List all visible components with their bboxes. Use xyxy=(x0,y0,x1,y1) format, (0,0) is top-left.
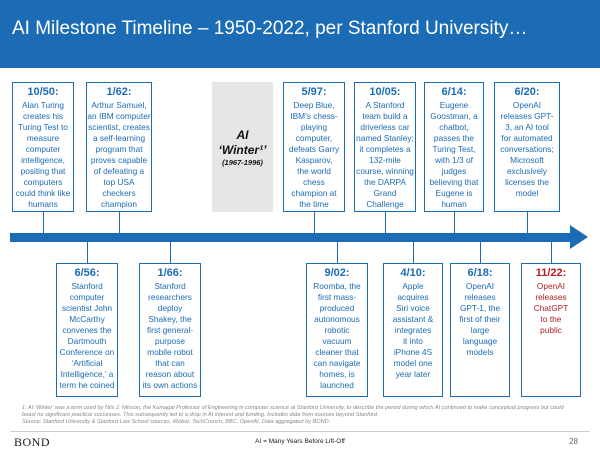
event-date: 11/22: xyxy=(535,267,567,279)
event-description: Arthur Samuel, an IBM computer scientist, creates a self-learning program that proves capable of defeating a top USA checkers champion xyxy=(87,100,151,209)
event-description: Stanford computer scientist John McCarthy convenes the Dartmouth Conference on ‘Artificial Intelligence,’ a term he coined xyxy=(59,281,115,390)
connector-line xyxy=(170,242,171,263)
page-number: 28 xyxy=(569,437,578,446)
event-date: 6/18: xyxy=(467,267,493,279)
event-date: 5/97: xyxy=(301,86,327,98)
event-date: 9/02: xyxy=(324,267,350,279)
event-description: A Stanford team build a driverless car named Stanley; it completes a 132-mile course, winning the DARPA Grand Challenge xyxy=(356,100,414,209)
event-date: 10/50: xyxy=(27,86,59,98)
event-description: Eugene Goostman, a chatbot, passes the Turing Test, with 1/3 of judges believing that Eugene is human xyxy=(429,100,479,209)
event-card-1-66 xyxy=(139,263,201,397)
event-card-5-97 xyxy=(283,82,345,212)
title-bar xyxy=(0,0,600,68)
event-description: Alan Turing creates his Turing Test to measure computer intelligence, positing that computers could think like humans xyxy=(15,100,71,209)
event-description: OpenAI releases GPT- 3, an AI tool for automated conversations; Microsoft exclusively licenses the model xyxy=(500,100,554,198)
event-date: 4/10: xyxy=(400,267,426,279)
event-description: Stanford researchers deploy Shakey, the first general- purpose mobile robot that can reason about its own actions xyxy=(142,281,198,390)
event-card-6-14 xyxy=(424,82,484,212)
event-card-4-10 xyxy=(383,263,443,397)
connector-line xyxy=(551,242,552,263)
event-date: 6/14: xyxy=(441,86,467,98)
connector-line xyxy=(385,212,386,233)
connector-line xyxy=(43,212,44,233)
timeline-arrowhead xyxy=(570,225,588,249)
connector-line xyxy=(337,242,338,263)
event-description: Roomba, the first mass- produced autonomous robotic vacuum cleaner that can navigate homes, is launched xyxy=(313,281,361,390)
ai-winter-box xyxy=(212,82,273,212)
event-date: 6/56: xyxy=(74,267,100,279)
connector-line xyxy=(480,242,481,263)
ai-winter-label: AI ‘Winter¹’ xyxy=(218,128,267,157)
connector-line xyxy=(527,212,528,233)
event-description: OpenAI releases GPT-1, the first of their large language models xyxy=(459,281,501,357)
event-card-6-20 xyxy=(494,82,560,212)
event-card-6-56 xyxy=(56,263,118,397)
event-card-9-02 xyxy=(306,263,368,397)
connector-line xyxy=(87,242,88,263)
footer-divider xyxy=(10,431,590,432)
event-date: 1/66: xyxy=(157,267,183,279)
footnote: 1: AI ‘Winter’ was a term used by Nils J. Nilsson, the Kumagai Professor of Engineering in computer science at Stanford University, to describe the period during which AI continued to make conceptual progress but could boast no significant practical successes. This subsequently led to a drop in AI interest and funding. Includes data from sources beyond Stanford. Source: Stanford University & Stanford Law School sources, iRobot, TechCrunch, BBC, OpenAI. Data aggregated by BOND. xyxy=(22,405,564,425)
event-date: 6/20: xyxy=(514,86,540,98)
event-description: OpenAI releases ChatGPT to the public xyxy=(533,281,569,335)
footer-caption: AI = Many Years Before Lift-Off xyxy=(255,438,345,445)
event-card-10-05 xyxy=(354,82,416,212)
event-card-1-62 xyxy=(86,82,152,212)
event-description: Apple acquires Siri voice assistant & integrates it into iPhone 4S model one year later xyxy=(392,281,434,379)
event-card-11-22 xyxy=(521,263,581,397)
connector-line xyxy=(314,212,315,233)
event-card-10-50 xyxy=(12,82,74,212)
event-card-6-18 xyxy=(450,263,510,397)
timeline-axis xyxy=(10,233,572,242)
ai-winter-years: (1967-1996) xyxy=(222,158,263,167)
connector-line xyxy=(413,242,414,263)
event-description: Deep Blue, IBM’s chess- playing computer, defeats Garry Kasparov, the world chess champion at the time xyxy=(288,100,340,209)
event-date: 10/05: xyxy=(369,86,401,98)
connector-line xyxy=(119,212,120,233)
event-date: 1/62: xyxy=(106,86,132,98)
slide-title: AI Milestone Timeline – 1950-2022, per Stanford University… xyxy=(12,18,528,39)
connector-line xyxy=(454,212,455,233)
bond-logo: BOND xyxy=(14,435,51,449)
